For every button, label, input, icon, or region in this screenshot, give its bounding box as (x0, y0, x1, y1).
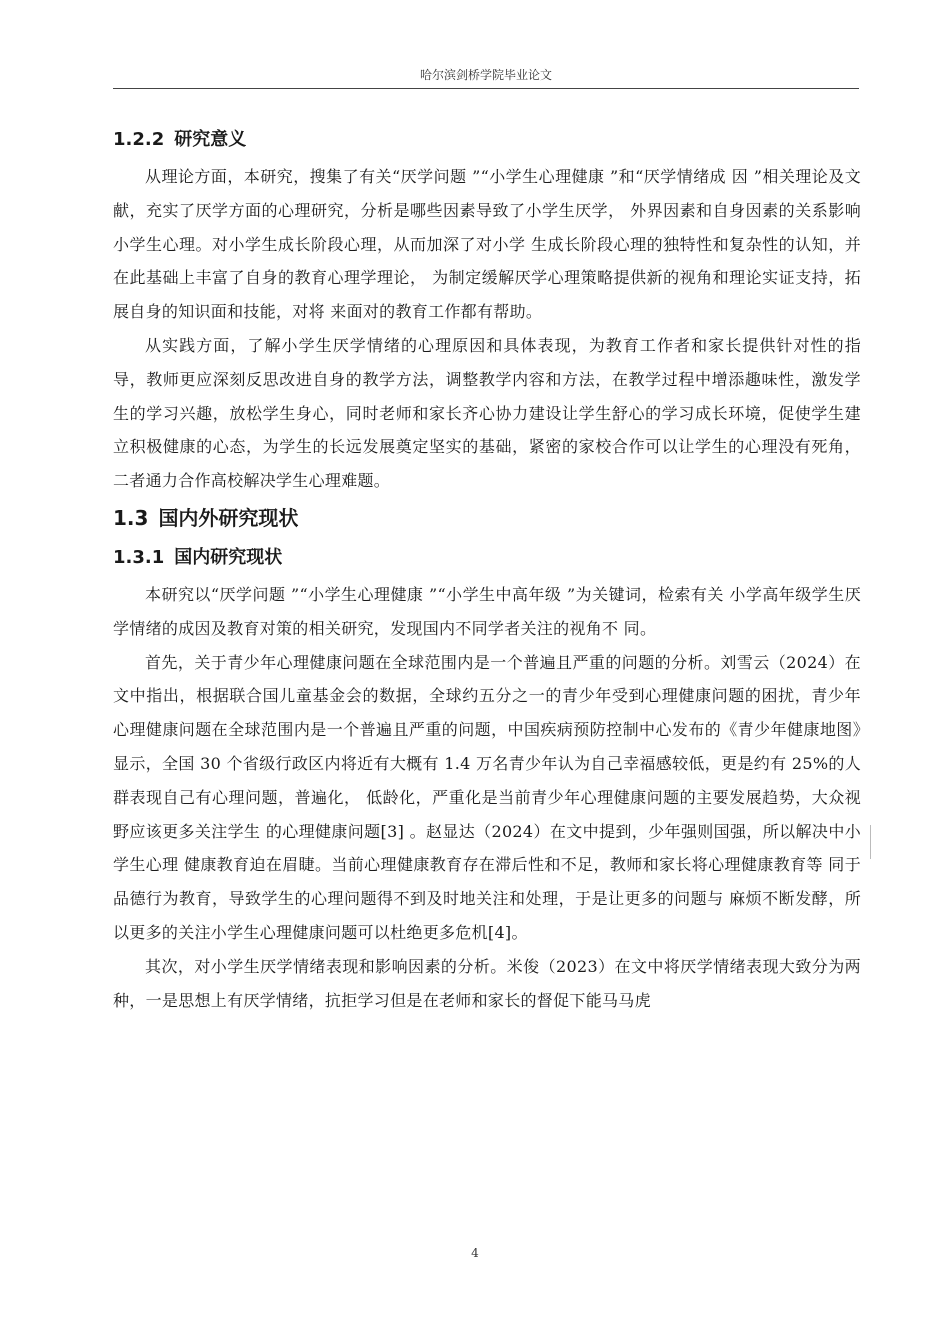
section-number: 1.3 (113, 505, 149, 530)
paragraph: 其次，对小学生厌学情绪表现和影响因素的分析。米俊（2023）在文中将厌学情绪表现大致分为两种，一是思想上有厌学情绪，抗拒学习但是在老师和家长的督促下能马马虎 (113, 956, 861, 1010)
page-number: 4 (471, 1246, 479, 1260)
section-number: 1.3.1 (113, 546, 165, 568)
paragraph: 从理论方面，本研究，搜集了有关“厌学问题 ”“小学生心理健康 ”和“厌学情绪成 因 ”相关理论及文献，充实了厌学方面的心理研究，分析是哪些因素导致了小学生厌学， 外界因素和自身因素的关系影响小学生心理。对小学生成长阶段心理，从而加深了对小学 生成长阶段心理的独特性和复杂性的认知，并在此基础上丰富了自身的教育心理学理论， 为制定缓解厌学心理策略提供新的视角和理论实证支持，拓展自身的知识面和技能，对将 来面对的教育工作都有帮助。 (113, 167, 861, 322)
section-title: 研究意义 (174, 129, 247, 150)
section-heading-1-3 (113, 498, 861, 538)
running-header: 哈尔滨剑桥学院毕业论文 (419, 68, 552, 82)
margin-marker (870, 825, 871, 859)
section-title: 国内外研究现状 (158, 505, 299, 530)
section-heading-1-2-2 (113, 120, 861, 160)
paragraph: 首先，关于青少年心理健康问题在全球范围内是一个普遍且严重的问题的分析。刘雪云（2024）在文中指出，根据联合国儿童基金会的数据，全球约五分之一的青少年受到心理健康问题的困扰，青少年心理健康问题在全球范围内是一个普遍且严重的问题，中国疾病预防控制中心发布的《青少年健康地图》显示，全国 30 个省级行政区内将近有大概有 1.4 万名青少年认为自己幸福感较低，更是约有 25%的人群表现自己有心理问题，普遍化， 低龄化，严重化是当前青少年心理健康问题的主要发展趋势，大众视野应该更多关注学生 的心理健康问题[3] 。赵显达（2024）在文中提到，少年强则国强，所以解决中小学生心理 健康教育迫在眉睫。当前心理健康教育存在滞后性和不足，教师和家长将心理健康教育等 同于品德行为教育，导致学生的心理问题得不到及时地关注和处理，于是让更多的问题与 麻烦不断发酵，所以更多的关注小学生心理健康问题可以杜绝更多危机[4]。 (113, 652, 861, 942)
section-title: 国内研究现状 (174, 546, 283, 568)
page-body (113, 120, 861, 1017)
section-number: 1.2.2 (113, 129, 165, 150)
paragraph: 本研究以“厌学问题 ”“小学生心理健康 ”“小学生中高年级 ”为关键词，检索有关 小学高年级学生厌学情绪的成因及教育对策的相关研究，发现国内不同学者关注的视角不 同。 (113, 584, 861, 638)
section-heading-1-3-1 (113, 538, 861, 578)
header-rule (113, 88, 859, 89)
paragraph: 从实践方面，了解小学生厌学情绪的心理原因和具体表现，为教育工作者和家长提供针对性的指导，教师更应深刻反思改进自身的教学方法，调整教学内容和方法，在教学过程中增添趣味性，激发学生的学习兴趣，放松学生身心，同时老师和家长齐心协力建设让学生舒心的学习成长环境，促使学生建立积极健康的心态，为学生的长远发展奠定坚实的基础，紧密的家校合作可以让学生的心理没有死角，二者通力合作高校解决学生心理难题。 (113, 335, 861, 491)
